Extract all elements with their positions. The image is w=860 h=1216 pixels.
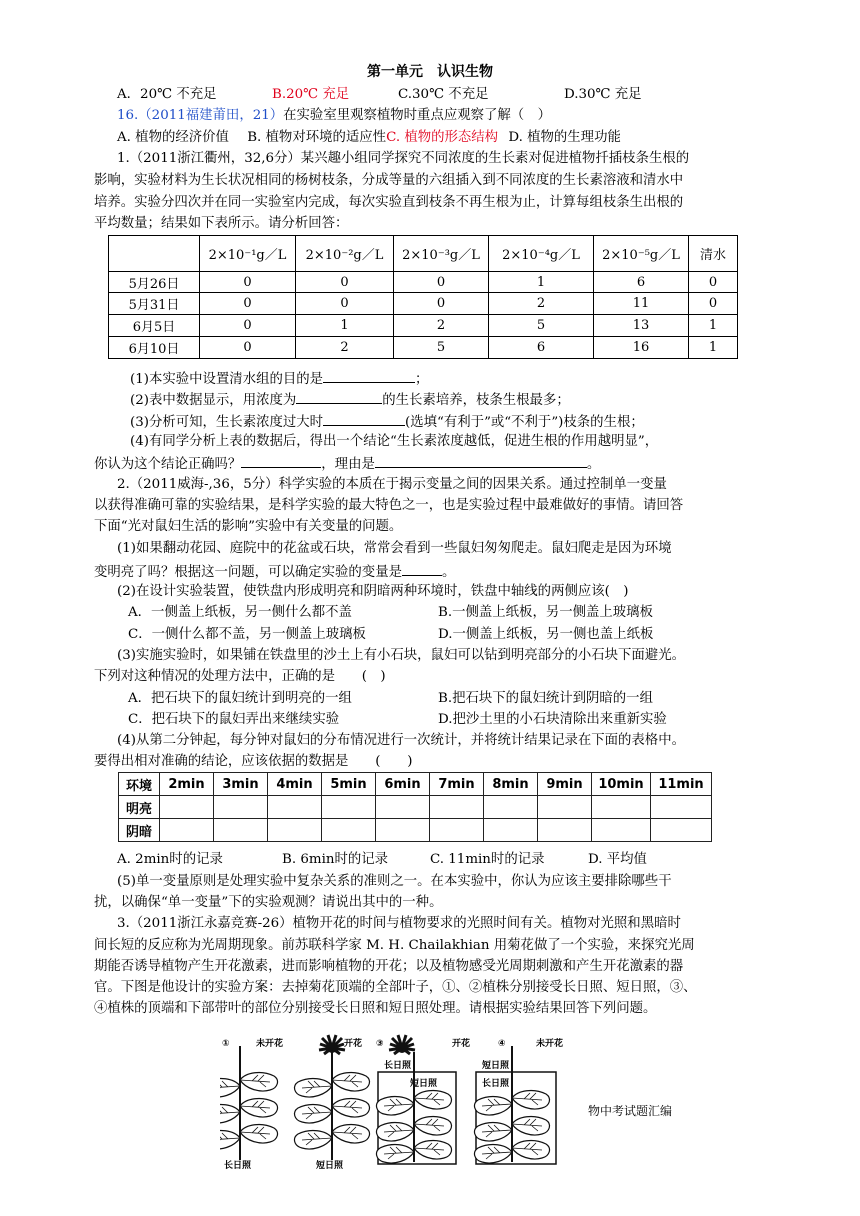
plant-number: ③: [376, 1039, 384, 1049]
record-cell[interactable]: [592, 819, 651, 842]
record-cell[interactable]: [268, 819, 322, 842]
q1-sub-4-end: 。: [586, 457, 601, 472]
record-row-label: 阴暗: [119, 819, 160, 842]
q2-sub-4-option-c: C. 11min时的记录: [430, 852, 545, 867]
q2-sub-3-b: 下列对这种情况的处理方法中，正确的是 ( ): [94, 669, 386, 684]
table-cell: 11: [594, 293, 689, 315]
page-title: 第一单元 认识生物: [367, 64, 493, 80]
answer-blank[interactable]: [323, 411, 405, 426]
q2-sub-5: (5)单一变量原则是处理实验中复杂关系的准则之一。在本实验中，你认为应该主要排除哪些干: [117, 874, 672, 889]
q2-sub-2-option-d: D.一侧盖上纸板，另一侧也盖上纸板: [438, 627, 654, 642]
table-cell: 0: [296, 293, 394, 315]
table-cell: 0: [394, 293, 489, 315]
record-header: 3min: [214, 773, 268, 796]
footer-note: 物中考试题汇编: [588, 1104, 673, 1118]
table-row: [109, 272, 738, 293]
record-cell[interactable]: [538, 819, 592, 842]
table-cell: 1: [689, 315, 738, 337]
option-a: A．20℃ 不充足: [117, 87, 217, 102]
q16-option-b: B. 植物对环境的适应性: [247, 130, 387, 145]
record-cell[interactable]: [214, 819, 268, 842]
record-row: [119, 796, 712, 819]
table-row: [109, 315, 738, 337]
plant-3: [376, 1035, 470, 1164]
table-header: [109, 236, 200, 272]
q1-sub-1-text: (1)本实验中设置清水组的目的是: [130, 372, 324, 387]
q1-sub-2-text-b: 的生长素培养，枝条生根最多；: [382, 393, 570, 408]
q2-sub-3-option-c: C．把石块下的鼠妇弄出来继续实验: [128, 712, 340, 727]
record-cell[interactable]: [268, 796, 322, 819]
table-cell: 6: [489, 337, 594, 359]
growth-table: [108, 235, 738, 359]
bottom-light-label: 短日照: [316, 1161, 344, 1170]
q1-sub-2-text: (2)表中数据显示，用浓度为: [130, 393, 297, 408]
q2-sub-2: (2)在设计实验装置，使铁盘内形成明亮和阴暗两种环境时，铁盘中轴线的两侧应该( ): [117, 584, 629, 599]
answer-blank[interactable]: [241, 453, 321, 468]
record-row-label: 明亮: [119, 796, 160, 819]
table-cell: 16: [594, 337, 689, 359]
q1-sub-4-b: [94, 453, 600, 475]
q2-sub-1-text: 变明亮了吗？根据这一问题，可以确定实验的变量是: [94, 565, 402, 580]
table-cell: 1: [489, 272, 594, 293]
record-cell[interactable]: [430, 796, 484, 819]
q2-intro-2: 以获得准确可靠的实验结果，是科学实验的最大特色之一，也是实验过程中最难做好的事情。请回答: [94, 498, 684, 513]
record-table: [118, 772, 712, 842]
plant-4: [475, 1037, 564, 1164]
table-cell: 0: [689, 272, 738, 293]
question-16-options: [117, 128, 621, 148]
record-header: 4min: [268, 773, 322, 796]
record-header: 环境: [119, 773, 160, 796]
plant-number: ④: [498, 1039, 506, 1049]
q3-intro-3: 期能否诱导植物产生开花激素，进而影响植物的开花；以及植物感受光周期刺激和产生开花激素的器: [94, 959, 684, 974]
q1-intro-3: 培养。实验分四次并在同一实验室内完成，每次实验直到枝条不再生根为止，计算每组枝条生出根的: [94, 195, 684, 210]
table-header: 2×10⁻³g／L: [394, 236, 489, 272]
q3-intro-2: 间长短的反应称为光周期现象。前苏联科学家 M. H. Chailakhian 用菊花做了一个实验，来探究光周: [94, 938, 695, 953]
table-cell: 1: [296, 315, 394, 337]
table-cell: 1: [689, 337, 738, 359]
q2-sub-4-option-d: D. 平均值: [588, 852, 647, 867]
plant-status-label: 未开花: [536, 1039, 564, 1049]
table-cell: 5月31日: [109, 293, 200, 315]
record-header: 9min: [538, 773, 592, 796]
plant-status-label: 开花: [452, 1039, 471, 1049]
q2-sub-2-option-c: C．一侧什么都不盖，另一侧盖上玻璃板: [128, 627, 366, 642]
q1-sub-4-question: 你认为这个结论正确吗？: [94, 457, 242, 472]
q1-sub-3-text-b: (选填“有利于”或“不利于”)枝条的生根；: [405, 415, 644, 430]
answer-blank[interactable]: [375, 453, 587, 468]
q2-intro-1: 2.（2011威海-,36，5分）科学实验的本质在于揭示变量之间的因果关系。通过控制单一变量: [117, 477, 667, 492]
q2-sub-2-option-b: B.一侧盖上纸板，另一侧盖上玻璃板: [438, 605, 653, 620]
q1-sub-4: (4)有同学分析上表的数据后，得出一个结论“生长素浓度越低，促进生根的作用越明显”，: [130, 434, 659, 449]
record-cell[interactable]: [160, 796, 214, 819]
top-light-label: 长日照: [384, 1061, 412, 1071]
table-header: 2×10⁻⁴g／L: [489, 236, 594, 272]
table-cell: 0: [200, 272, 296, 293]
table-cell: 5: [394, 337, 489, 359]
record-header: 7min: [430, 773, 484, 796]
table-cell: 0: [200, 315, 296, 337]
record-cell[interactable]: [484, 819, 538, 842]
table-cell: 5: [489, 315, 594, 337]
table-cell: 5月26日: [109, 272, 200, 293]
record-header: 6min: [376, 773, 430, 796]
q16-option-d: D. 植物的生理功能: [508, 130, 621, 145]
q1-intro-4: 平均数量；结果如下表所示。请分析回答：: [94, 216, 349, 231]
q2-sub-3-option-b: B.把石块下的鼠妇统计到阴暗的一组: [438, 691, 653, 706]
record-cell[interactable]: [376, 819, 430, 842]
table-cell: 0: [689, 293, 738, 315]
record-header: 11min: [651, 773, 712, 796]
q2-sub-3-option-a: A．把石块下的鼠妇统计到明亮的一组: [128, 691, 352, 706]
option-d: D.30℃ 充足: [564, 87, 642, 102]
q1-intro-2: 影响，实验材料为生长状况相同的杨树枝条，分成等量的六组插入到不同浓度的生长素溶液和清水中: [94, 173, 684, 188]
option-b: B.20℃ 充足: [272, 87, 350, 102]
table-cell: 6: [594, 272, 689, 293]
record-cell[interactable]: [651, 819, 712, 842]
table-row: [109, 293, 738, 315]
plant-1: [220, 1037, 283, 1170]
q1-sub-3-text: (3)分析可知，生长素浓度过大时: [130, 415, 324, 430]
record-cell[interactable]: [484, 796, 538, 819]
table-cell: 2: [394, 315, 489, 337]
answer-blank[interactable]: [296, 389, 382, 404]
table-cell: 13: [594, 315, 689, 337]
q2-sub-1-end: 。: [441, 565, 456, 580]
q1-sub-1-end: ；: [415, 372, 429, 387]
record-row: [119, 819, 712, 842]
record-cell[interactable]: [651, 796, 712, 819]
record-cell[interactable]: [322, 819, 376, 842]
q1-sub-3: [130, 411, 644, 433]
box-light-label: 长日照: [482, 1079, 510, 1089]
question-16: [117, 106, 551, 126]
bottom-light-label: 长日照: [224, 1161, 252, 1170]
record-header-row: [119, 773, 712, 796]
table-header: 2×10⁻¹g／L: [200, 236, 296, 272]
top-light-label: 短日照: [482, 1061, 510, 1071]
q2-intro-3: 下面“光对鼠妇生活的影响”实验中有关变量的问题。: [94, 519, 403, 534]
q2-sub-3: (3)实施实验时，如果铺在铁盘里的沙土上有小石块，鼠妇可以钻到明亮部分的小石块下面避光。: [117, 648, 685, 663]
table-cell: 6月5日: [109, 315, 200, 337]
record-cell[interactable]: [538, 796, 592, 819]
table-cell: 6月10日: [109, 337, 200, 359]
table-header: 2×10⁻⁵g／L: [594, 236, 689, 272]
record-header: 2min: [160, 773, 214, 796]
q1-sub-1: [130, 368, 428, 390]
q1-sub-2: [130, 389, 570, 411]
question-16-source: 16.（2011福建莆田，21）: [117, 108, 284, 123]
chrysanthemum-experiment-figure: [220, 1034, 580, 1170]
plant-status-label: 开花: [344, 1039, 363, 1049]
record-cell[interactable]: [160, 819, 214, 842]
q2-sub-4-option-b: B. 6min时的记录: [282, 852, 389, 867]
table-header: 清水: [689, 236, 738, 272]
box-light-label: 短日照: [410, 1079, 438, 1089]
q2-sub-3-option-d: D.把沙土里的小石块清除出来重新实验: [438, 712, 667, 727]
answer-blank[interactable]: [402, 561, 442, 576]
q3-intro-5: ④植株的顶端和下部带叶的部位分别接受长日照和短日照处理。请根据实验结果回答下列问题。: [94, 1001, 657, 1016]
record-cell[interactable]: [322, 796, 376, 819]
table-row: [109, 337, 738, 359]
record-cell[interactable]: [214, 796, 268, 819]
answer-blank[interactable]: [323, 368, 415, 383]
table-cell: 2: [296, 337, 394, 359]
q1-intro-1: 1.（2011浙江衢州，32,6分）某兴趣小组同学探究不同浓度的生长素对促进植物扦插枝条生根的: [117, 151, 690, 166]
record-cell[interactable]: [376, 796, 430, 819]
table-header-row: [109, 236, 738, 272]
plant-2: [295, 1035, 370, 1170]
q16-option-a: A. 植物的经济价值: [117, 130, 229, 145]
plant-number: ①: [222, 1039, 230, 1049]
q2-sub-2-option-a: A．一侧盖上纸板，另一侧什么都不盖: [128, 605, 352, 620]
record-header: 10min: [592, 773, 651, 796]
q2-sub-1-b: [94, 561, 455, 583]
question-16-text: 在实验室里观察植物时重点应观察了解（ ）: [283, 108, 551, 123]
q3-intro-4: 官。下图是他设计的实验方案：去掉菊花顶端的全部叶子，①、②植株分别接受长日照、短日照，③、: [94, 980, 697, 995]
q16-option-c: C. 植物的形态结构: [386, 130, 499, 145]
q2-sub-4: (4)从第二分钟起，每分钟对鼠妇的分布情况进行一次统计，并将统计结果记录在下面的表格中。: [117, 733, 685, 748]
q2-sub-4-b: 要得出相对准确的结论，应该依据的数据是 ( ): [94, 754, 413, 769]
record-header: 8min: [484, 773, 538, 796]
table-cell: 2: [489, 293, 594, 315]
table-cell: 0: [200, 293, 296, 315]
plant-status-label: 未开花: [256, 1039, 284, 1049]
record-cell[interactable]: [592, 796, 651, 819]
table-cell: 0: [200, 337, 296, 359]
q1-sub-4-reason: ，理由是: [321, 457, 375, 472]
q2-sub-4-option-a: A. 2min时的记录: [117, 852, 223, 867]
table-header: 2×10⁻²g／L: [296, 236, 394, 272]
q3-intro-1: 3.（2011浙江永嘉竞赛-26）植物开花的时间与植物要求的光照时间有关。植物对光照和黑暗时: [117, 916, 681, 931]
table-cell: 0: [296, 272, 394, 293]
record-cell[interactable]: [430, 819, 484, 842]
q2-sub-5-b: 扰，以确保“单一变量”下的实验观测？请说出其中的一种。: [94, 895, 443, 910]
table-cell: 0: [394, 272, 489, 293]
q2-sub-1: (1)如果翻动花园、庭院中的花盆或石块，常常会看到一些鼠妇匆匆爬走。鼠妇爬走是因为环境: [117, 541, 672, 556]
option-c: C.30℃ 不充足: [398, 87, 489, 102]
record-header: 5min: [322, 773, 376, 796]
